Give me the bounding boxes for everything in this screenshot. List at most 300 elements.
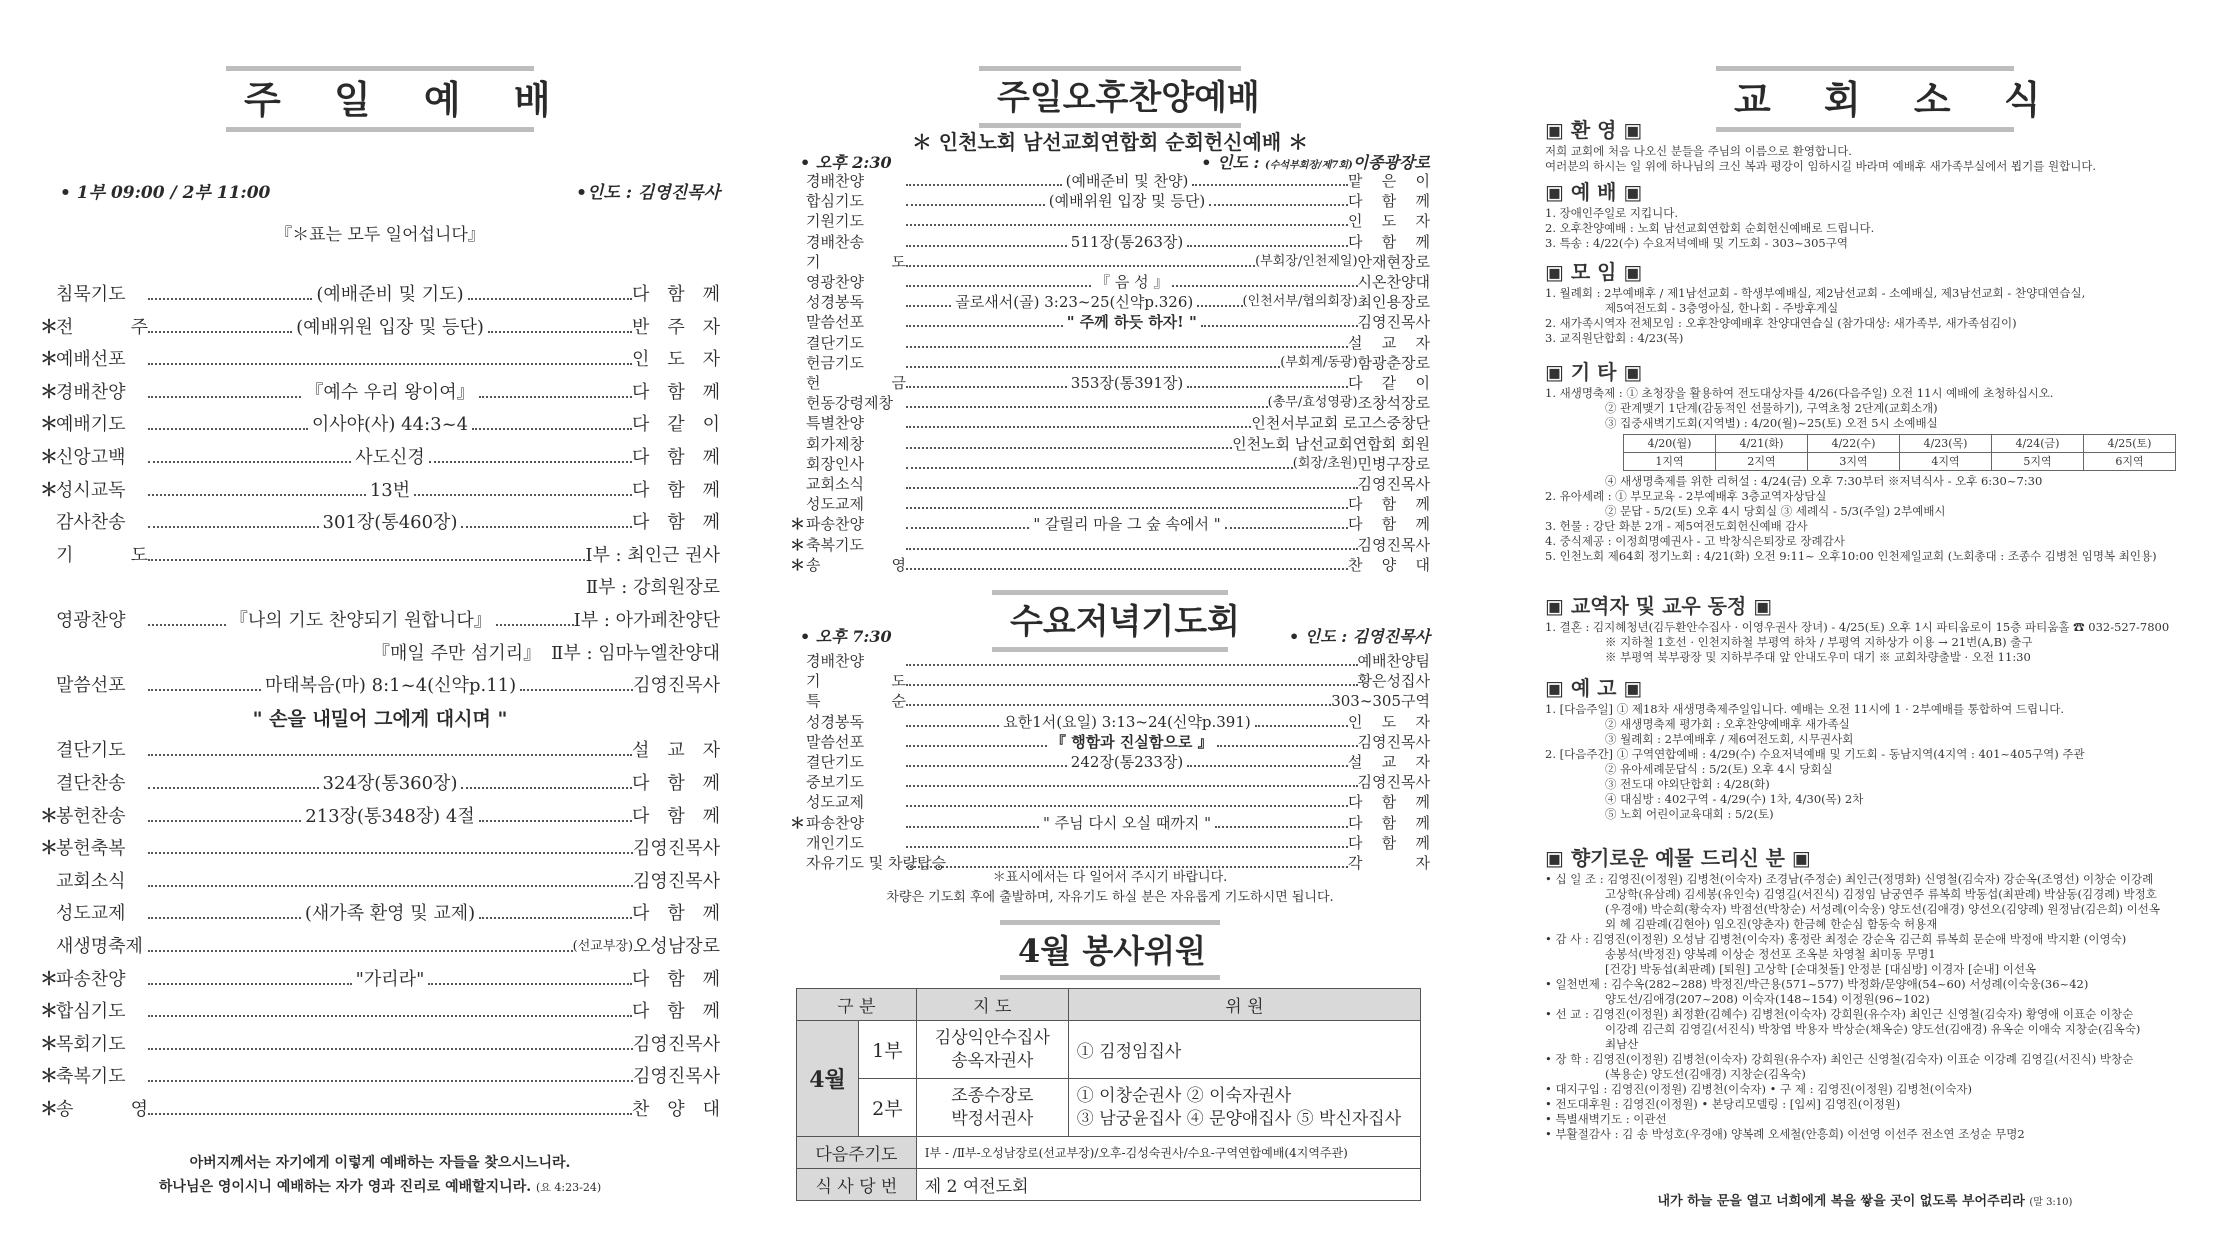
item-person: 다 함 께	[632, 284, 720, 305]
news-line: ③ 전도대 야외단합회 : 4/28(화)	[1605, 777, 1770, 791]
stand-marker: ＊	[40, 381, 58, 403]
service-row	[40, 573, 720, 603]
item-content: (예배준비 및 기도)	[316, 284, 464, 305]
dotted-leader	[461, 787, 632, 789]
item-person: 시온찬양대	[1357, 273, 1430, 291]
stand-marker: ＊	[40, 968, 58, 990]
dotted-leader	[520, 689, 633, 691]
person-note: (선교부장)	[572, 939, 634, 954]
news-line: ⑤ 노회 어린이교육대회 : 5/2(토)	[1605, 807, 1774, 821]
news-line: 3. 교직원단합회 : 4/23(목)	[1545, 331, 1684, 345]
dotted-leader	[148, 298, 312, 300]
news-line: • 부활절감사 : 김 송 박성호(우경애) 양복례 오세철(안흥희) 이선영 이선주 전소연 조성순 무명2	[1545, 1127, 2025, 1141]
item-person: 설 교 자	[632, 740, 720, 762]
part-1-label: 1부	[859, 1021, 917, 1079]
schedule-zone: 3지역	[1808, 453, 1900, 471]
service-row	[40, 932, 720, 962]
dotted-leader	[148, 428, 308, 430]
schedule-day: 4/23(목)	[1900, 435, 1992, 453]
item-content: 511장(통263장)	[1070, 232, 1184, 251]
person-note: (인천서부/협의회장)	[1242, 294, 1358, 310]
item-content: (예배위원 입장 및 등단)	[1048, 192, 1206, 211]
item-person: 함광춘장로	[1357, 353, 1430, 372]
news-line: 제5여전도회 - 3층영아실, 한나회 - 주방후게실	[1605, 301, 1839, 315]
welcome-section	[1545, 118, 2185, 174]
news-line: ② 문답 - 5/2(토) 오후 4시 당회실 ③ 세례식 - 5/3(주일) 2부예배시	[1605, 504, 1946, 518]
service-row	[40, 704, 720, 734]
staff-news-section	[1545, 594, 2185, 665]
item-title: 기 도	[806, 672, 906, 691]
service-row	[40, 736, 720, 766]
service-row	[40, 443, 720, 473]
offerings-heading: ▣ 향기로운 예물 드리신 분 ▣	[1545, 846, 1811, 870]
item-person: 다 함 께	[632, 381, 721, 403]
item-title: 헌금기도	[806, 353, 864, 372]
service-row	[40, 867, 720, 897]
dotted-leader	[429, 461, 632, 463]
closing-verse-text: 내가 하늘 문을 열고 너희에게 복을 쌓을 곳이 없도록 부어주리라	[1657, 1194, 2025, 1209]
service-row	[790, 550, 1430, 580]
dotted-leader	[488, 331, 632, 333]
item-content: (예배준비 및 찬양)	[1065, 172, 1189, 190]
news-line: • 선 교 : 김영진(이정원) 최정환(김혜수) 김병천(이숙자) 강희원(유수자) 최인근 신영철(김숙자) 황영애 이표순 이창순	[1545, 1007, 2134, 1021]
news-line: 4. 중식제공 : 이정희명예권사 - 고 박창식은퇴장로 장례감사	[1545, 534, 1845, 548]
stand-marker: ＊	[40, 838, 58, 860]
item-person: 김영진목사	[1357, 732, 1431, 751]
dotted-leader	[148, 820, 301, 822]
item-title: 축복기도	[56, 1066, 126, 1088]
afternoon-time: • 오후 2:30	[800, 153, 892, 172]
item-title: 회장인사	[806, 454, 864, 473]
news-line: 2. 오후찬양예배 : 노회 남선교회연합회 순회헌신예배로 드립니다.	[1545, 221, 1875, 235]
item-title: 합심기도	[56, 1001, 126, 1023]
closing-verse-2-line	[40, 1176, 720, 1196]
closing-verse	[1545, 1190, 2185, 1209]
dotted-leader	[148, 526, 319, 528]
person-note: (부회계/동광)	[1280, 354, 1358, 370]
news-line: ※ 지하철 1호선 · 인천지하철 부평역 하차 / 부평역 지하상가 이용 → 21번(A,B) 출구	[1605, 635, 2033, 649]
service-row-1	[797, 1021, 1421, 1079]
wednesday-note-1: ＊표시에서는 다 일어서 주시기 바랍니다.	[992, 870, 1228, 885]
item-content: (예배위원 입장 및 등단)	[296, 316, 484, 338]
news-line: ② 새생명축제 평가회 : 오후찬양예배후 새가족실	[1605, 717, 1850, 731]
item-person: 인천노회 남선교회연합회 회원	[1232, 434, 1430, 453]
dotted-leader	[428, 983, 632, 985]
dotted-leader	[148, 1015, 632, 1017]
dotted-leader	[148, 983, 352, 985]
dotted-leader	[148, 885, 633, 887]
dotted-leader	[479, 396, 632, 398]
item-title: 경배찬양	[806, 652, 864, 670]
service-row	[40, 606, 720, 636]
dotted-leader	[148, 1113, 632, 1115]
item-content: 『매일 주만 섬기리』	[371, 642, 542, 664]
schedule-day: 4/22(수)	[1808, 435, 1900, 453]
item-person: 김영진목사	[633, 838, 720, 860]
news-line: 2. 유아세례 : ① 부모교육 - 2부예배후 3층교역자상담실	[1545, 489, 1827, 503]
part-2-members	[1068, 1079, 1420, 1137]
news-line: (복용순) 양도선(김애경) 지창순(김옥숙)	[1605, 1067, 1806, 1081]
wednesday-title: 수요저녁기도회	[992, 590, 1228, 652]
meal-duty-row	[797, 1169, 1421, 1201]
item-title: 결단찬송	[56, 773, 126, 794]
item-title: 전 주	[56, 316, 148, 338]
item-person: 다 함 께	[1348, 793, 1430, 812]
dotted-leader	[148, 787, 319, 789]
item-person: 다 함 께	[632, 805, 721, 827]
news-line: 1. 새생명축제 : ① 초청장을 활용하여 전도대상자를 4/26(다음주일) 오전 11시 예배에 초청하십시오.	[1545, 386, 2054, 400]
item-title: 새생명축제	[56, 936, 143, 957]
wednesday-leader: • 인도 : 김영진목사	[1288, 627, 1430, 646]
stand-marker: ＊	[40, 447, 58, 468]
afternoon-worship-column	[790, 0, 1430, 1240]
item-title: 감사찬송	[56, 512, 126, 534]
service-row	[40, 508, 720, 538]
news-line: ③ 월례회 : 2부예배후 / 제6여전도회, 시무권사회	[1605, 732, 1854, 746]
item-person: 다 함 께	[632, 903, 721, 925]
item-content: 324장(통360장)	[322, 773, 458, 794]
schedule-day: 4/24(금)	[1992, 435, 2084, 453]
item-title: 경배찬양	[806, 172, 864, 190]
part-2-label: 2부	[859, 1079, 917, 1137]
item-title: 기 도	[56, 544, 148, 566]
item-title: 결단기도	[806, 333, 864, 352]
item-title: 예배선포	[56, 349, 126, 371]
item-person: 김영진목사	[633, 675, 721, 697]
dotted-leader	[148, 461, 351, 463]
dotted-leader	[148, 559, 585, 561]
news-line: 저희 교회에 처음 나오신 분들을 주님의 이름으로 환영합니다.	[1545, 144, 1852, 158]
news-line: 여러분의 하시는 일 위에 하나님의 크신 복과 평강이 임하시길 바라며 예배후 새가족부실에서 뵙기를 원합니다.	[1545, 159, 2097, 173]
meal-duty-value: 제 2 여전도회	[916, 1169, 1420, 1201]
item-person: 김영진목사	[1357, 475, 1430, 493]
standing-notice: 『＊표는 모두 일어섭니다』	[275, 225, 485, 245]
schedule-day: 4/25(토)	[2084, 435, 2176, 453]
month-label: 4월	[797, 1021, 859, 1137]
service-row	[40, 639, 720, 669]
item-person: 다 함 께	[1348, 833, 1430, 852]
item-person: 다 함 께	[632, 773, 721, 794]
item-person: 황은성집사	[1357, 672, 1430, 691]
stand-marker: ＊	[790, 515, 806, 534]
dotted-leader	[496, 624, 574, 626]
schedule-zone: 1지역	[1624, 453, 1716, 471]
stand-marker: ＊	[790, 535, 806, 554]
service-row	[40, 965, 720, 995]
upcoming-section	[1545, 676, 2185, 822]
news-line: 3. 헌물 : 강단 화분 2개 - 제5여전도회헌신예배 감사	[1545, 519, 1808, 533]
item-title: 파송찬양	[806, 515, 864, 534]
service-row	[40, 671, 720, 701]
item-person: 다 함 께	[1348, 515, 1430, 534]
item-person: 김영진목사	[633, 1033, 720, 1055]
news-line: 1. 결혼 : 김지혜청년(김두환안수집사 · 이영우권사 장녀) - 4/25(토) 오후 1시 파티움로이 15층 파티움홀 ☎ 032-527-7800	[1545, 620, 2170, 634]
news-line: 외 헤 김판례(김현아) 임오진(양춘자) 한금혜 한순심 함동숙 허용재	[1605, 917, 1938, 931]
item-person: 찬 양 대	[632, 1099, 720, 1120]
part-1-members: ① 김정임집사	[1068, 1021, 1420, 1079]
item-person: 다 함 께	[632, 447, 720, 468]
schedule-zone: 2지역	[1716, 453, 1808, 471]
news-line: 2. [다음주간] ① 구역연합예배 : 4/29(수) 수요저녁예배 및 기도회 - 동남지역(4지역 : 401~405구역) 주관	[1545, 747, 2085, 761]
news-line: ④ 새생명축제를 위한 리허설 : 4/24(금) 오후 7:30부터 ※저녁식사 - 오후 6:30~7:30	[1605, 474, 2043, 488]
church-news-column	[1545, 0, 2185, 1240]
service-row	[40, 1062, 720, 1092]
news-line: [건강] 박동섭(최판례) [퇴원] 고상학 [순대첫돌] 안정분 [대심방] 이경자 [순내] 이선옥	[1605, 962, 2037, 976]
item-title: 헌동강령제창	[806, 394, 893, 413]
item-person: 설 교 자	[1348, 333, 1430, 352]
schedule-day: 4/20(월)	[1624, 435, 1716, 453]
item-person: 다 함 께	[1348, 813, 1430, 832]
dotted-leader	[148, 754, 632, 756]
item-title: 말씀선포	[56, 675, 126, 697]
welcome-lines	[1545, 144, 2185, 174]
header-members: 위 원	[1068, 989, 1420, 1021]
item-person: 다 함 께	[1348, 192, 1431, 211]
service-row	[40, 997, 720, 1027]
news-line: • 전도대후원 : 김영진(이정원) • 본당리모델링 : [입씨] 김영진(이정원)	[1545, 1097, 1901, 1111]
item-title: 기 도	[806, 252, 906, 271]
wednesday-time: • 오후 7:30	[800, 627, 892, 646]
closing-verse-reference: (말 3:10)	[2029, 1197, 2073, 1208]
morning-worship-column	[40, 0, 720, 1240]
item-title: 영광찬양	[806, 273, 864, 291]
other-lines-1	[1545, 386, 2185, 431]
item-title: 송 영	[56, 1099, 148, 1120]
item-content: 301장(통460장)	[322, 512, 458, 534]
news-line: 2. 새가족시역자 전체모임 : 오후찬양예배후 찬양대연습실 (참가대상: 새가족부, 새가족섬김이)	[1545, 316, 2017, 330]
service-row	[40, 802, 720, 832]
schedule-day: 4/21(화)	[1716, 435, 1808, 453]
item-content: 13번	[369, 479, 411, 501]
service-row	[40, 410, 720, 440]
item-person: 민병구장로	[1357, 454, 1430, 473]
closing-verse-2: 하나님은 영이시니 예배하는 자가 영과 진리로 예배할지니라.	[158, 1179, 532, 1195]
service-table-header	[797, 989, 1421, 1021]
other-heading: ▣ 기 타 ▣	[1545, 360, 1643, 384]
staff-news-lines	[1545, 620, 2185, 665]
item-title: 말씀선포	[806, 732, 864, 751]
worship-time: • 1부 09:00 / 2부 11:00	[60, 183, 271, 203]
service-row	[40, 378, 720, 408]
stand-marker: ＊	[40, 414, 58, 436]
part-1-leader: 김상익안수집사 송옥자권사	[916, 1021, 1068, 1079]
item-title: 특별찬양	[806, 414, 864, 433]
item-content: 353장(통391장)	[1070, 374, 1184, 392]
offerings-section	[1545, 846, 2185, 1142]
dotted-leader	[414, 494, 632, 496]
item-person: Ⅱ부 : 강희원장로	[585, 577, 720, 599]
person-note: (부회장/인천제일)	[1255, 253, 1358, 269]
next-prayer-value: Ⅰ부 - /Ⅱ부-오성남장로(선교부장)/오후-김성숙권사/수요-구역연합예배(4지역주관)	[916, 1137, 1420, 1169]
afternoon-worship-title: 주일오후찬양예배	[979, 66, 1241, 128]
schedule-zone: 4지역	[1900, 453, 1992, 471]
item-content: " 주님 다시 오실 때까지 "	[1042, 813, 1212, 832]
person-note: (총무/효성영광)	[1267, 395, 1358, 411]
item-content: 242장(통233장)	[1070, 753, 1184, 771]
item-title: 중보기도	[806, 773, 864, 792]
service-row-2	[797, 1079, 1421, 1137]
service-row	[40, 1095, 720, 1125]
service-row	[40, 899, 720, 929]
item-person: 다 함 께	[632, 1001, 720, 1023]
item-title: 성도교제	[806, 495, 864, 514]
item-person: 김영진목사	[633, 1066, 720, 1088]
item-content: 『예수 우리 왕이여』	[305, 381, 475, 403]
item-person: 찬 양 대	[1348, 555, 1430, 574]
stand-marker: ＊	[40, 479, 58, 501]
item-person: 조창석장로	[1357, 394, 1430, 413]
schedule-zone: 6지역	[2084, 453, 2176, 471]
afternoon-subtitle: ＊ 인천노회 남선교회연합회 순회헌신예배 ＊	[911, 130, 1309, 154]
dotted-leader	[148, 1080, 633, 1082]
meetings-section	[1545, 260, 2185, 346]
dotted-leader	[472, 428, 632, 430]
item-content: 골로새서(골) 3:23~25(신약p.326)	[955, 293, 1194, 312]
item-title: 예배기도	[56, 414, 126, 436]
item-person: 안재현장로	[1357, 252, 1430, 271]
item-content: 『 음 성 』	[1095, 273, 1169, 291]
news-line: • 장 학 : 김영진(이정원) 김병천(이숙자) 강희원(유수자) 최인근 신영철(김숙자) 이표순 이강례 김영길(서진식) 박창순	[1545, 1052, 2134, 1066]
item-person: 김영진목사	[1357, 773, 1430, 792]
item-title: 기원기도	[806, 212, 864, 231]
news-line: • 십 일 조 : 김영진(이정원) 김병천(이숙자) 조경남(주정순) 최인근(정명화) 신영철(김숙자) 강순옥(조영선) 이창순 이강례	[1545, 872, 2154, 886]
item-content: " 주께 하듯 하자! "	[1066, 313, 1197, 332]
schedule-days-row	[1624, 435, 2176, 453]
item-content: 요한1서(요일) 3:13~24(신약p.391)	[1003, 712, 1251, 731]
item-title: 특 순	[806, 692, 906, 711]
item-title: 침묵기도	[56, 284, 126, 305]
item-title: 봉헌찬송	[56, 805, 126, 827]
afternoon-leader-prefix: • 인도 :	[1201, 153, 1266, 172]
item-person: 김영진목사	[1357, 313, 1430, 332]
dotted-leader	[148, 950, 573, 952]
meetings-heading: ▣ 모 임 ▣	[1545, 260, 1643, 284]
item-content: 이사야(사) 44:3~4	[311, 414, 469, 436]
item-person: 다 함 께	[632, 968, 721, 990]
dotted-leader	[148, 852, 633, 854]
news-line: • 특별새벽기도 : 이관선	[1545, 1112, 1667, 1126]
stand-marker: ＊	[790, 813, 806, 832]
news-line: 양도선/김애경(207~208) 이숙자(148~154) 이정원(96~102)	[1605, 992, 1930, 1006]
stand-marker: ＊	[40, 1001, 58, 1023]
dotted-leader	[148, 494, 366, 496]
item-title: 자유기도 및 차량탑승	[806, 854, 946, 872]
item-title: 영광찬양	[56, 610, 126, 631]
news-line: ② 관계맺기 1단계(감동적인 선물하기), 구역초청 2단계(교회소개)	[1605, 401, 1938, 415]
news-line: 1. 장애인주일로 지킵니다.	[1545, 206, 1679, 220]
service-row	[40, 280, 720, 310]
news-line: 이강례 김근희 김영길(서진식) 박창엽 박용자 박상순(채옥순) 양도선(김애경) 유옥순 이애숙 지창순(김옥숙)	[1605, 1022, 2141, 1036]
item-title: 경배찬양	[56, 381, 126, 403]
welcome-heading: ▣ 환 영 ▣	[1545, 118, 1643, 142]
news-line: • 대지구입 : 김영진(이정원) 김병천(이숙자) • 구 제 : 김영진(이정원) 김병천(이숙자)	[1545, 1082, 1973, 1096]
upcoming-heading: ▣ 예 고 ▣	[1545, 676, 1643, 700]
item-person: 맡 은 이	[1348, 172, 1431, 190]
dotted-leader	[148, 396, 301, 398]
dotted-leader	[148, 624, 226, 626]
afternoon-leader-name: 이종광장로	[1352, 153, 1430, 172]
item-person: 반 주 자	[632, 316, 721, 338]
stand-marker: ＊	[40, 1033, 58, 1055]
next-prayer-row	[797, 1137, 1421, 1169]
part-2-members-line-2: ③ 남궁윤집사 ④ 문양애집사 ⑤ 박신자집사	[1076, 1108, 1402, 1129]
item-title: 결단기도	[806, 753, 864, 771]
stand-marker: ＊	[40, 1066, 58, 1088]
news-line: ④ 대심방 : 402구역 - 4/29(수) 1차, 4/30(목) 2차	[1605, 792, 1864, 806]
item-content: 마태복음(마) 8:1~4(신약p.11)	[264, 675, 517, 697]
offerings-lines	[1545, 872, 2185, 1142]
dotted-leader	[479, 820, 632, 822]
service-team-title: 4월 봉사위원	[1000, 920, 1220, 980]
item-person: 다 같 이	[1348, 374, 1430, 392]
news-line: (우경애) 박순희(황숙자) 박점선(박창순) 서성례(이숙웅) 양도선(김애경) 양선오(김양례) 원정남(김은희) 이선옥	[1605, 902, 2160, 916]
schedule-zone: 5지역	[1992, 453, 2084, 471]
other-lines-2	[1545, 474, 2185, 564]
item-person: 각 자	[1348, 854, 1430, 872]
stand-marker: ＊	[790, 555, 806, 574]
item-person: 303~305구역	[1331, 692, 1430, 711]
dotted-leader	[479, 917, 632, 919]
staff-news-heading: ▣ 교역자 및 교우 동정 ▣	[1545, 594, 1773, 618]
meetings-lines	[1545, 286, 2185, 346]
service-row	[40, 476, 720, 506]
header-leader: 지 도	[916, 989, 1068, 1021]
news-line: 5. 인천노회 제64회 정기노회 : 4/21(화) 오전 9:11~ 오후10:00 인천제일교회 (노회총대 : 조종수 김병천 임명복 최인용)	[1545, 549, 2157, 563]
part-2-leader: 조종수장로 박정서권사	[916, 1079, 1068, 1137]
item-person: 다 함 께	[1348, 232, 1430, 251]
upcoming-lines	[1545, 702, 2185, 822]
item-content: (새가족 환영 및 교제)	[304, 903, 476, 925]
item-title: 신앙고백	[56, 447, 126, 468]
item-person: 인 도 자	[632, 349, 720, 371]
item-person: 다 같 이	[632, 414, 720, 436]
news-line: ③ 집중새벽기도회(지역별) : 4/20(월)~25(토) 오전 5시 소예배실	[1605, 416, 1938, 430]
meal-duty-label: 식 사 당 번	[797, 1169, 917, 1201]
closing-verse-1: 아버지께서는 자기에게 이렇게 예배하는 자들을 찾으시느니라.	[189, 1155, 571, 1171]
closing-verse-ref: (요 4:23-24)	[535, 1181, 602, 1194]
schedule-zones-row	[1624, 453, 2176, 471]
stand-marker: ＊	[40, 1099, 58, 1120]
service-row	[40, 345, 720, 375]
item-title: 개인기도	[806, 833, 864, 852]
item-title: 파송찬양	[56, 968, 126, 990]
news-line: • 감 사 : 김영진(이정원) 오성남 김병천(이숙자) 홍정란 최정순 강순옥 김근희 류복희 문순애 박정애 박지환 (이영숙)	[1545, 932, 2127, 946]
item-title: 봉헌축복	[56, 838, 126, 860]
news-line: • 일천번제 : 김수옥(282~288) 박정진/박근용(571~577) 박정화/문양애(54~60) 서성례(이숙웅(36~42)	[1545, 977, 2089, 991]
news-line: ② 유아세례문답식 : 5/2(토) 오후 4시 당회실	[1605, 762, 1833, 776]
news-line: 1. [다음주일] ① 제18차 새생명축제주일입니다. 예배는 오전 11시에 1 · 2부예배를 통합하여 드립니다.	[1545, 702, 2064, 716]
service-row	[40, 1030, 720, 1060]
dotted-leader	[148, 689, 261, 691]
news-line: 송봉석(박정진) 양복례 이상순 정선포 조옥분 차영철 최미동 무명1	[1605, 947, 1936, 961]
service-row	[40, 313, 720, 343]
item-person: 인천서부교회 로고스중창단	[1251, 414, 1430, 433]
morning-worship-title: 주 일 예 배	[226, 66, 534, 132]
item-title: 합심기도	[806, 192, 864, 211]
dotted-leader	[148, 363, 632, 365]
item-content: "가리라"	[355, 968, 425, 990]
item-person: 오성남장로	[633, 936, 720, 957]
item-person: 인 도 자	[1348, 712, 1430, 731]
wednesday-note-2: 차량은 기도회 후에 출발하며, 자유기도 하실 분은 자유롭게 기도하시면 됩니다.	[886, 890, 1334, 905]
worship-lines	[1545, 206, 2185, 251]
item-person: 다 함 께	[632, 512, 721, 534]
stand-marker: ＊	[40, 316, 58, 338]
service-row	[40, 541, 720, 571]
item-title: 송 영	[806, 555, 906, 574]
item-content: 『 행함과 진실함으로 』	[1050, 732, 1213, 751]
item-title: 성경봉독	[806, 293, 864, 312]
